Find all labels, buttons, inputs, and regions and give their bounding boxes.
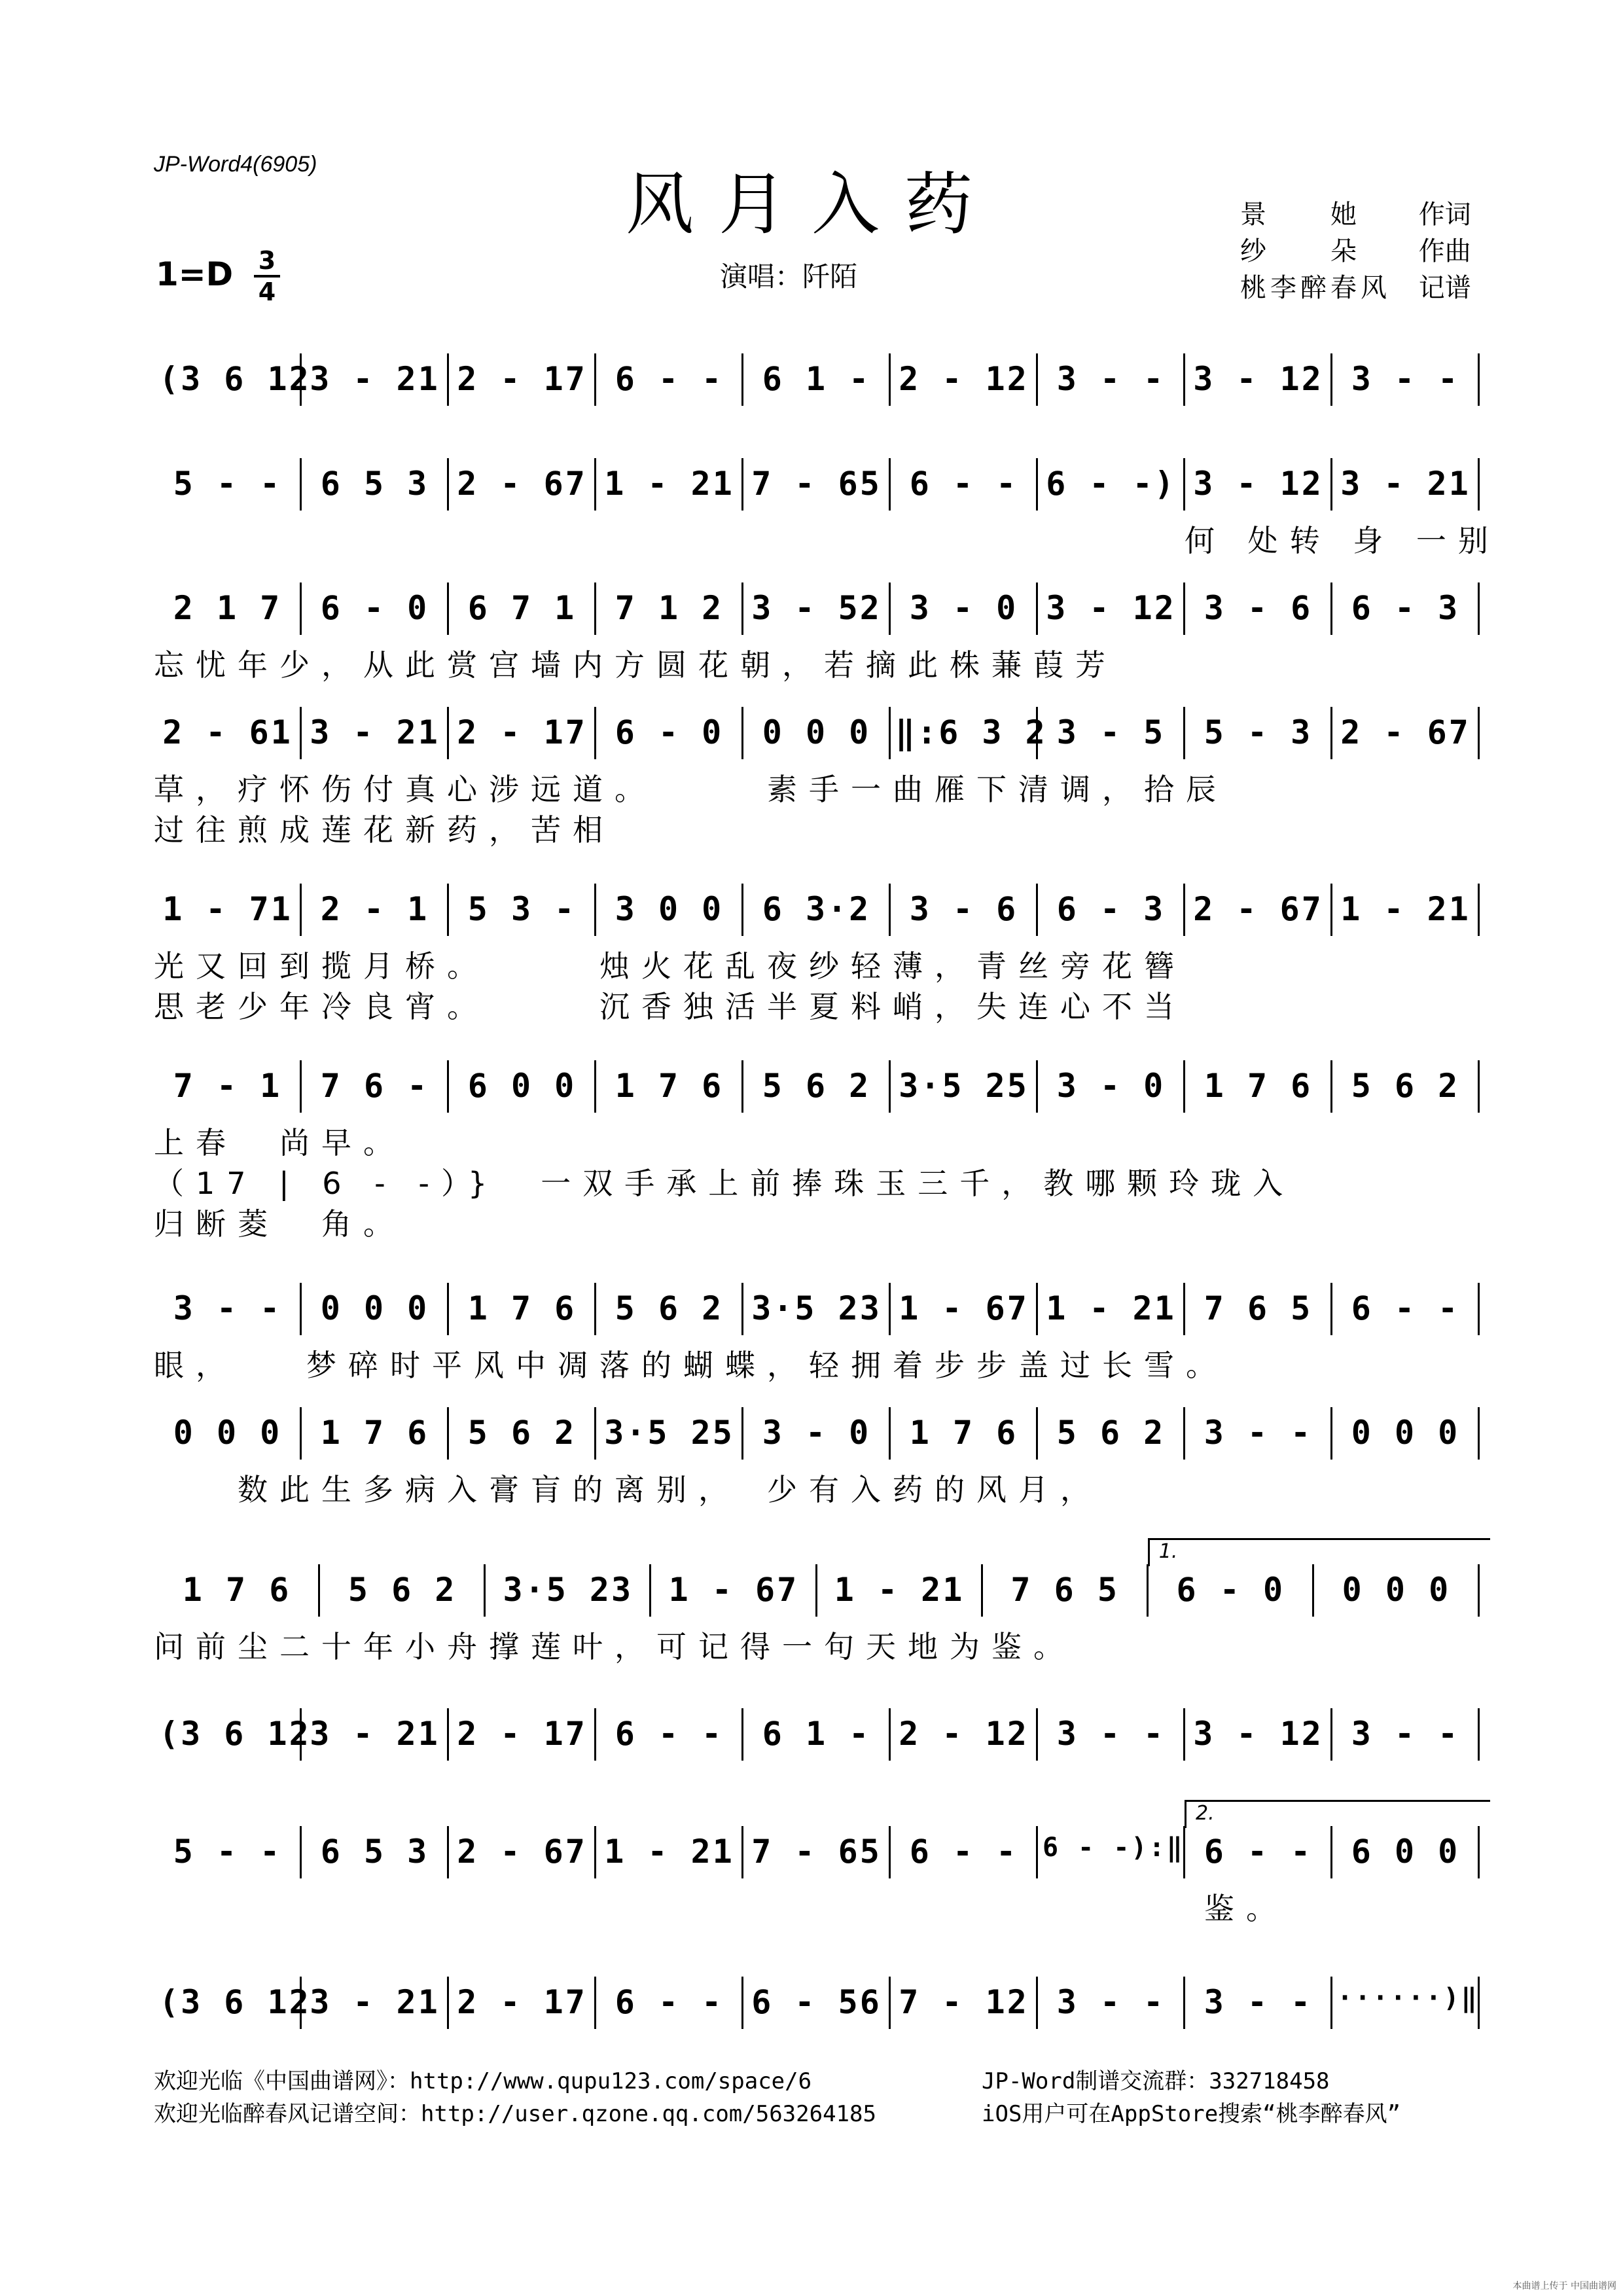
barline — [300, 1060, 302, 1113]
barline — [594, 1060, 596, 1113]
measure: 1 - 67 — [899, 1289, 1029, 1327]
barline — [741, 884, 743, 936]
barline — [741, 583, 743, 635]
measure: 7 1 2 — [615, 589, 724, 627]
measure: 1 - 21 — [1340, 890, 1471, 928]
barline — [1330, 583, 1332, 635]
measure: 2 - 12 — [899, 360, 1029, 398]
barline — [1183, 884, 1185, 936]
barline — [1036, 353, 1038, 406]
barline — [300, 353, 302, 406]
barline — [447, 1060, 449, 1113]
barline — [889, 1708, 891, 1761]
lyric-line: （17 | 6 - -）} 一双手承上前捧珠玉三千，教哪颗玲珑入 — [154, 1166, 1295, 1201]
barline — [1036, 707, 1038, 759]
barline — [594, 884, 596, 936]
key-signature: 1=D — [156, 255, 234, 293]
score-row — [154, 1802, 1479, 1996]
measure: 6 - 0 — [615, 713, 724, 751]
barline — [1330, 1826, 1332, 1878]
score-row — [154, 707, 1479, 877]
measure: 6 - -) — [1046, 465, 1176, 503]
measure: 2 - 67 — [1193, 890, 1323, 928]
measure: 6 1 - — [762, 360, 871, 398]
barline — [741, 707, 743, 759]
barline — [1330, 884, 1332, 936]
lyric-line: 上春 尚早。 — [154, 1125, 405, 1160]
measure: 3 0 0 — [615, 890, 724, 928]
measure: 1 7 6 — [909, 1414, 1018, 1452]
measure: 2 - 67 — [457, 465, 587, 503]
barline — [1183, 458, 1185, 511]
measure: 3·5 23 — [751, 1289, 882, 1327]
barline — [1312, 1564, 1314, 1617]
measure: 7 - 1 — [173, 1067, 282, 1105]
barline — [1330, 1060, 1332, 1113]
barline — [447, 458, 449, 511]
measure: 7 - 65 — [751, 1833, 882, 1871]
barline — [649, 1564, 651, 1617]
barline — [741, 1977, 743, 2029]
footer-line: 欢迎光临《中国曲谱网》：http://www.qupu123.com/space/6 — [154, 2068, 812, 2094]
measure: 1 - 67 — [668, 1571, 799, 1609]
barline — [300, 1708, 302, 1761]
barline — [594, 583, 596, 635]
time-top: 3 — [258, 246, 276, 275]
score-row — [154, 884, 1479, 1054]
barline — [1330, 353, 1332, 406]
barline — [1183, 1708, 1185, 1761]
measure: 6 - 3 — [1351, 589, 1460, 627]
measure: 5 6 2 — [762, 1067, 871, 1105]
lyric-line: 何 处转 身 一别 — [1185, 523, 1500, 558]
measure: 6 - - — [615, 1983, 724, 2021]
measure: 1 - 71 — [162, 890, 293, 928]
measure: 3·5 25 — [604, 1414, 734, 1452]
measure: 3 - 21 — [310, 360, 440, 398]
barline — [1478, 1708, 1480, 1761]
measure: 3 - - — [1056, 1715, 1166, 1753]
barline — [300, 1826, 302, 1878]
measure: 7 - 65 — [751, 465, 882, 503]
measure: 5 6 2 — [348, 1571, 457, 1609]
measure: 1 7 6 — [615, 1067, 724, 1105]
measure: (3 6 12 — [159, 1983, 311, 2021]
measure: 1 7 6 — [1204, 1067, 1313, 1105]
barline — [889, 1407, 891, 1460]
measure: 3 - 12 — [1046, 589, 1176, 627]
measure: 3 - 0 — [1056, 1067, 1166, 1105]
barline — [889, 1283, 891, 1335]
measure: 6 5 3 — [320, 1833, 429, 1871]
measure: 3 - - — [1351, 1715, 1460, 1753]
barline — [741, 1060, 743, 1113]
barline — [1478, 1826, 1480, 1878]
barline — [741, 1407, 743, 1460]
barline — [1478, 884, 1480, 936]
notes-line — [154, 458, 1479, 511]
barline — [1478, 1283, 1480, 1335]
notes-line — [154, 1708, 1479, 1761]
lyric-line: 数此生多病入膏肓的离别， 少有入药的风月， — [154, 1472, 1102, 1507]
measure: 6 0 0 — [467, 1067, 577, 1105]
measure: 5 6 2 — [1056, 1414, 1166, 1452]
barline — [484, 1564, 486, 1617]
barline — [1183, 1060, 1185, 1113]
singer: 演唱：阡陌 — [720, 260, 858, 293]
measure: 6 - 56 — [751, 1983, 882, 2021]
measure: 3 - - — [1056, 360, 1166, 398]
measure: 7 6 - — [320, 1067, 429, 1105]
barline — [594, 1283, 596, 1335]
barline — [300, 884, 302, 936]
measure: 3·5 23 — [503, 1571, 633, 1609]
measure: 3 - 5 — [1056, 713, 1166, 751]
measure: 5 3 - — [467, 890, 577, 928]
measure: 2 - 17 — [457, 1715, 587, 1753]
software-label: JP-Word4(6905) — [154, 152, 317, 177]
barline — [889, 1060, 891, 1113]
measure: 3 - - — [1204, 1414, 1313, 1452]
measure: 0 0 0 — [762, 713, 871, 751]
lyric-line: 鉴。 — [1204, 1891, 1288, 1926]
barline — [889, 1826, 891, 1878]
measure: 3 - - — [1204, 1983, 1313, 2021]
measure: ······)‖ — [1337, 1983, 1479, 2013]
barline — [1330, 1407, 1332, 1460]
notes-line — [154, 1564, 1479, 1617]
lyric-line: 光又回到揽月桥。 烛火花乱夜纱轻薄，青丝旁花簪 — [154, 948, 1186, 984]
notes-line — [154, 884, 1479, 936]
barline — [1330, 1283, 1332, 1335]
barline — [815, 1564, 817, 1617]
measure: 7 - 12 — [899, 1983, 1029, 2021]
lyric-line: 忘忧年少，从此赏宫墙内方圆花朝，若摘此株蒹葭芳 — [154, 647, 1117, 683]
measure: 2 - 12 — [899, 1715, 1029, 1753]
measure: 5 6 2 — [1351, 1067, 1460, 1105]
measure: 6 5 3 — [320, 465, 429, 503]
measure: 3 - 21 — [310, 1715, 440, 1753]
measure: 6 - 0 — [1176, 1571, 1285, 1609]
notes-line — [154, 1977, 1479, 2029]
measure: 1 - 21 — [604, 465, 734, 503]
barline — [1036, 1826, 1038, 1878]
measure: 1 7 6 — [182, 1571, 291, 1609]
measure: 3 - 21 — [1340, 465, 1471, 503]
footer-line: 欢迎光临醉春风记谱空间：http://user.qzone.qq.com/563264185 — [154, 2101, 876, 2127]
measure: 1 - 21 — [834, 1571, 965, 1609]
barline — [1036, 1407, 1038, 1460]
barline — [594, 1977, 596, 2029]
notes-line — [154, 707, 1479, 759]
barline — [1478, 458, 1480, 511]
measure: 2 - 17 — [457, 360, 587, 398]
barline — [1183, 1283, 1185, 1335]
barline — [741, 353, 743, 406]
barline — [1478, 707, 1480, 759]
barline — [594, 1708, 596, 1761]
measure: 2 1 7 — [173, 589, 282, 627]
barline — [300, 1407, 302, 1460]
measure: 5 6 2 — [615, 1289, 724, 1327]
measure: 6 - - — [909, 1833, 1018, 1871]
measure: 3 - - — [173, 1289, 282, 1327]
measure: 6 3·2 — [762, 890, 871, 928]
measure: 3 - 6 — [1204, 589, 1313, 627]
measure: 3 - 12 — [1193, 465, 1323, 503]
notes-line — [154, 353, 1479, 406]
song-title: 风月入药 — [625, 164, 997, 244]
barline — [1036, 1708, 1038, 1761]
measure: 0 0 0 — [1351, 1414, 1460, 1452]
volta-ending: 2. — [1185, 1800, 1490, 1828]
credit-lyricist: 景 她 作词 — [1240, 200, 1471, 230]
barline — [1036, 458, 1038, 511]
lyric-line: 眼， 梦碎时平风中凋落的蝴蝶，轻拥着步步盖过长雪。 — [154, 1348, 1228, 1383]
notes-line — [154, 1283, 1479, 1335]
measure: (3 6 12 — [159, 1715, 311, 1753]
barline — [889, 458, 891, 511]
measure: 2 - 17 — [457, 1983, 587, 2021]
barline — [1478, 353, 1480, 406]
measure: 0 0 0 — [320, 1289, 429, 1327]
time-bottom: 4 — [258, 278, 276, 306]
notes-line — [154, 1407, 1479, 1460]
barline — [1036, 1977, 1038, 2029]
barline — [447, 1708, 449, 1761]
credit-transcriber: 桃李醉春风 记谱 — [1240, 273, 1471, 303]
measure: 2 - 1 — [320, 890, 429, 928]
measure: 6 - -):‖ — [1043, 1833, 1185, 1863]
barline — [889, 583, 891, 635]
barline — [1183, 353, 1185, 406]
barline — [741, 1826, 743, 1878]
barline — [889, 353, 891, 406]
barline — [594, 353, 596, 406]
measure: 0 0 0 — [173, 1414, 282, 1452]
measure: 3 - 12 — [1193, 1715, 1323, 1753]
barline — [1183, 1826, 1185, 1878]
measure: 3 - 0 — [762, 1414, 871, 1452]
measure: 6 7 1 — [467, 589, 577, 627]
measure: 5 - - — [173, 1833, 282, 1871]
measure: 2 - 17 — [457, 713, 587, 751]
measure: 6 - - — [615, 360, 724, 398]
measure: 3·5 25 — [899, 1067, 1029, 1105]
measure: 3 - 52 — [751, 589, 882, 627]
barline — [447, 583, 449, 635]
measure: 5 - - — [173, 465, 282, 503]
credits — [1240, 196, 1471, 306]
lyric-line: 草，疗怀伤付真心涉远道。 素手一曲雁下清调，拾辰 — [154, 772, 1228, 807]
barline — [1036, 1060, 1038, 1113]
barline — [594, 1407, 596, 1460]
barline — [981, 1564, 983, 1617]
measure: 6 1 - — [762, 1715, 871, 1753]
measure: (3 6 12 — [159, 360, 311, 398]
barline — [447, 1977, 449, 2029]
notes-line — [154, 583, 1479, 635]
measure: 3 - 6 — [909, 890, 1018, 928]
measure: 2 - 67 — [1340, 713, 1471, 751]
barline — [300, 583, 302, 635]
barline — [1330, 458, 1332, 511]
footer-left — [154, 2065, 876, 2130]
measure: 1 7 6 — [320, 1414, 429, 1452]
credit-composer: 纱 朵 作曲 — [1240, 236, 1471, 266]
measure: 7 6 5 — [1204, 1289, 1313, 1327]
lyric-line: 归断菱 角。 — [154, 1206, 405, 1242]
measure: 6 - - — [615, 1715, 724, 1753]
barline — [741, 458, 743, 511]
barline — [318, 1564, 320, 1617]
barline — [1478, 1407, 1480, 1460]
lyric-line: 问前尘二十年小舟撑莲叶，可记得一句天地为鉴。 — [154, 1629, 1075, 1664]
measure: 7 6 5 — [1010, 1571, 1119, 1609]
measure: 2 - 67 — [457, 1833, 587, 1871]
measure: 3 - - — [1056, 1983, 1166, 2021]
barline — [447, 353, 449, 406]
measure: 3 - 12 — [1193, 360, 1323, 398]
upload-note: 本曲谱上传于 中国曲谱网 — [1512, 2281, 1616, 2291]
measure: 5 6 2 — [467, 1414, 577, 1452]
barline — [300, 1283, 302, 1335]
barline — [1478, 1060, 1480, 1113]
barline — [889, 1977, 891, 2029]
lyric-line: 思老少年冷良宵。 沉香独活半夏料峭，失连心不当 — [154, 989, 1186, 1024]
measure: 3 - - — [1351, 360, 1460, 398]
notes-line — [154, 1060, 1479, 1113]
barline — [1036, 1283, 1038, 1335]
barline — [594, 1826, 596, 1878]
measure: 6 - - — [909, 465, 1018, 503]
measure: 3 - 21 — [310, 1983, 440, 2021]
barline — [300, 707, 302, 759]
barline — [300, 1977, 302, 2029]
measure: 0 0 0 — [1342, 1571, 1451, 1609]
barline — [594, 707, 596, 759]
barline — [741, 1283, 743, 1335]
notes-line — [154, 1826, 1479, 1878]
barline — [447, 707, 449, 759]
barline — [1147, 1564, 1149, 1617]
barline — [1478, 583, 1480, 635]
barline — [1330, 1977, 1332, 2029]
volta-ending: 1. — [1148, 1538, 1490, 1566]
footer-line: iOS用户可在AppStore搜索“桃李醉春风” — [982, 2101, 1401, 2127]
measure: 3 - 21 — [310, 713, 440, 751]
barline — [594, 458, 596, 511]
barline — [300, 458, 302, 511]
barline — [1478, 1977, 1480, 2029]
barline — [1036, 583, 1038, 635]
measure: 6 - - — [1204, 1833, 1313, 1871]
barline — [447, 1407, 449, 1460]
footer-line: JP-Word制谱交流群：332718458 — [982, 2068, 1330, 2094]
measure: 5 - 3 — [1204, 713, 1313, 751]
score-row — [154, 1060, 1479, 1242]
barline — [447, 1283, 449, 1335]
measure: 1 7 6 — [467, 1289, 577, 1327]
measure: 6 - 0 — [320, 589, 429, 627]
barline — [741, 1708, 743, 1761]
measure: 1 - 21 — [604, 1833, 734, 1871]
barline — [1330, 1708, 1332, 1761]
barline — [1183, 1407, 1185, 1460]
measure: 6 - 3 — [1056, 890, 1166, 928]
measure: ‖:6 3 2 — [895, 713, 1047, 751]
measure: 2 - 61 — [162, 713, 293, 751]
barline — [1478, 1564, 1480, 1617]
barline — [1183, 1977, 1185, 2029]
time-signature — [254, 247, 280, 305]
barline — [1330, 707, 1332, 759]
barline — [447, 1826, 449, 1878]
measure: 3 - 0 — [909, 589, 1018, 627]
lyric-line: 过往煎成莲花新药，苦相 — [154, 812, 615, 848]
barline — [1036, 884, 1038, 936]
barline — [889, 707, 891, 759]
barline — [889, 884, 891, 936]
barline — [1183, 583, 1185, 635]
barline — [447, 884, 449, 936]
barline — [1183, 707, 1185, 759]
footer-right — [982, 2065, 1400, 2130]
measure: 6 - - — [1351, 1289, 1460, 1327]
measure: 6 0 0 — [1351, 1833, 1460, 1871]
measure: 1 - 21 — [1046, 1289, 1176, 1327]
